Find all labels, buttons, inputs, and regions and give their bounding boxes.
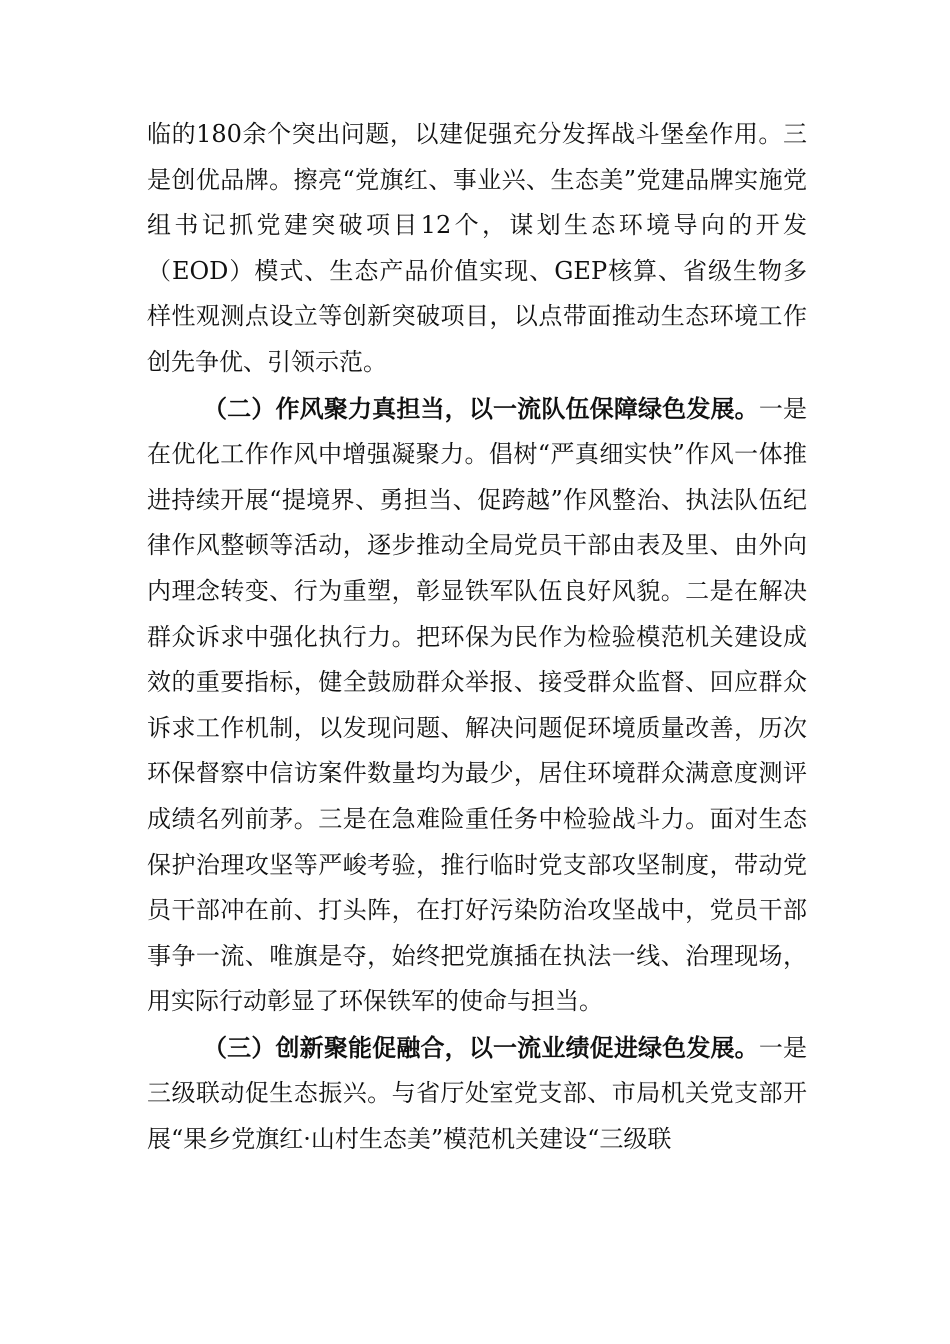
section-heading: （二）作风聚力真担当，以一流队伍保障绿色发展。 <box>203 393 759 423</box>
document-body <box>147 112 807 1163</box>
section-heading: （三）创新聚能促融合，以一流业绩促进绿色发展。 <box>203 1032 759 1062</box>
paragraph-section-3 <box>147 1025 807 1163</box>
paragraph-text: 临的180余个突出问题，以建促强充分发挥战斗堡垒作用。三是创优品牌。擦亮“党旗红、事业兴、生态美”党建品牌实施党组书记抓党建突破项目12个，谋划生态环境导向的开发（EOD）模式、生态产品价值实现、GEP核算、省级生物多样性观测点设立等创新突破项目，以点带面推动生态环境工作创先争优、引领示范。 <box>147 120 807 376</box>
paragraph-text: 一是在优化工作作风中增强凝聚力。倡树“严真细实快”作风一体推进持续开展“提境界、勇担当、促跨越”作风整治、执法队伍纪律作风整顿等活动，逐步推动全局党员干部由表及里、由外向内理念转变、行为重塑，彰显铁军队伍良好风貌。二是在解决群众诉求中强化执行力。把环保为民作为检验模范机关建设成效的重要指标，健全鼓励群众举报、接受群众监督、回应群众诉求工作机制，以发现问题、解决问题促环境质量改善，历次环保督察中信访案件数量均为最少，居住环境群众满意度测评成绩名列前茅。三是在急难险重任务中检验战斗力。面对生态保护治理攻坚等严峻考验，推行临时党支部攻坚制度，带动党员干部冲在前、打头阵，在打好污染防治攻坚战中，党员干部事争一流、唯旗是夺，始终把党旗插在执法一线、治理现场，用实际行动彰显了环保铁军的使命与担当。 <box>147 394 808 1016</box>
paragraph-text: 一是三级联动促生态振兴。与省厅处室党支部、市局机关党支部开展“果乡党旗红·山村生态美”模范机关建设“三级联 <box>147 1033 808 1154</box>
paragraph-section-2 <box>147 386 807 1025</box>
paragraph-continuation <box>147 112 807 386</box>
